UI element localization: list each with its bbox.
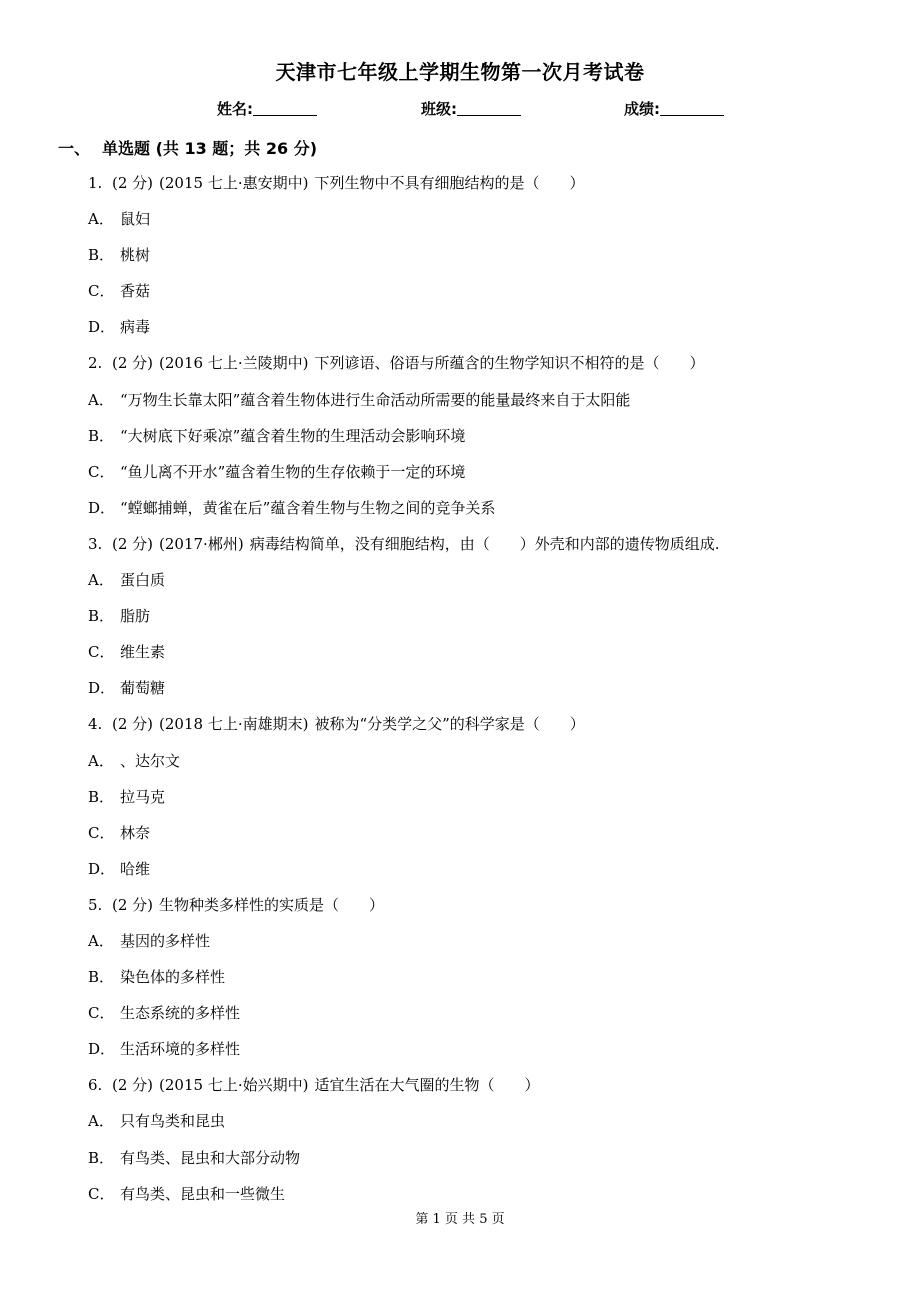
question-score: (2 分)	[112, 354, 154, 373]
question-source: (2015 七上·始兴期中)	[159, 1076, 309, 1095]
option-text: 鼠妇	[120, 210, 151, 229]
option-text: 只有鸟类和昆虫	[120, 1112, 226, 1131]
question-score: (2 分)	[112, 715, 154, 734]
question-number: 2.	[88, 354, 103, 373]
answer-option[interactable]	[88, 244, 888, 280]
question-text: 适宜生活在大气圈的生物（ ）	[314, 1076, 540, 1095]
name-field[interactable]	[217, 98, 317, 119]
option-letter: D．	[88, 1040, 116, 1059]
option-letter: C．	[88, 1004, 115, 1023]
option-text: “螳螂捕蝉，黄雀在后”蕴含着生物与生物之间的竞争关系	[120, 498, 496, 517]
question-number: 6.	[88, 1076, 103, 1095]
answer-option[interactable]	[88, 677, 888, 713]
question-number: 3.	[88, 534, 103, 553]
question-number: 5.	[88, 895, 103, 914]
answer-option[interactable]	[88, 605, 888, 641]
question-score: (2 分)	[112, 1076, 154, 1095]
option-text: 哈维	[120, 859, 151, 878]
option-letter: C．	[88, 823, 115, 842]
option-letter: B．	[88, 968, 115, 987]
question-score: (2 分)	[112, 174, 154, 192]
option-text: 葡萄糖	[120, 679, 166, 698]
option-letter: B．	[88, 607, 115, 626]
option-letter: A．	[88, 751, 114, 770]
option-text: 生活环境的多样性	[120, 1040, 241, 1059]
question-3	[88, 533, 888, 569]
question-source: (2017·郴州)	[159, 534, 244, 553]
answer-option[interactable]	[88, 1002, 888, 1038]
answer-option[interactable]	[88, 389, 888, 425]
class-field[interactable]	[421, 98, 521, 119]
page-title: 天津市七年级上学期生物第一次月考试卷	[275, 60, 645, 84]
option-letter: C．	[88, 462, 115, 481]
option-text: “鱼儿离不开水”蕴含着生物的生存依赖于一定的环境	[120, 462, 466, 481]
answer-option[interactable]	[88, 461, 888, 497]
answer-option[interactable]	[88, 1038, 888, 1074]
question-number: 4.	[88, 715, 103, 734]
option-letter: D．	[88, 859, 116, 878]
answer-option[interactable]	[88, 822, 888, 858]
option-text: 桃树	[120, 246, 151, 265]
page-footer: 第 1 页 共 5 页	[415, 1212, 505, 1227]
question-score: (2 分)	[112, 895, 154, 914]
class-label: 班级:	[421, 100, 457, 118]
answer-option[interactable]	[88, 316, 888, 352]
option-letter: C．	[88, 643, 115, 662]
option-letter: A．	[88, 1112, 114, 1131]
answer-option[interactable]	[88, 858, 888, 894]
option-letter: B．	[88, 426, 115, 445]
score-label: 成绩:	[624, 100, 660, 118]
option-letter: B．	[88, 246, 115, 265]
answer-option[interactable]	[88, 569, 888, 605]
option-text: 病毒	[120, 318, 151, 337]
question-text: 下列谚语、俗语与所蕴含的生物学知识不相符的是（ ）	[314, 354, 705, 373]
class-blank-line[interactable]	[457, 101, 521, 116]
section-number: 一、	[58, 139, 91, 158]
question-source: (2015 七上·惠安期中)	[159, 174, 309, 192]
question-1	[88, 172, 888, 208]
answer-option[interactable]	[88, 425, 888, 461]
option-letter: D．	[88, 679, 116, 698]
question-source: (2016 七上·兰陵期中)	[159, 354, 309, 373]
option-text: 染色体的多样性	[120, 968, 226, 987]
question-text: 病毒结构简单，没有细胞结构，由（ ）外壳和内部的遗传物质组成.	[249, 534, 720, 553]
option-text: 有鸟类、昆虫和大部分动物	[120, 1148, 301, 1167]
option-text: “万物生长靠太阳”蕴含着生物体进行生命活动所需要的能量最终来自于太阳能	[120, 390, 631, 409]
answer-option[interactable]	[88, 208, 888, 244]
question-score: (2 分)	[112, 534, 154, 553]
question-4	[88, 713, 888, 749]
answer-option[interactable]	[88, 280, 888, 316]
score-field[interactable]	[624, 98, 724, 119]
option-text: 维生素	[120, 643, 166, 662]
section-title: 单选题 (共 13 题；共 26 分)	[102, 139, 318, 158]
option-letter: A．	[88, 390, 114, 409]
score-blank-line[interactable]	[660, 101, 724, 116]
answer-option[interactable]	[88, 497, 888, 533]
option-text: “大树底下好乘凉”蕴含着生物的生理活动会影响环境	[120, 426, 466, 445]
option-text: 有鸟类、昆虫和一些微生	[120, 1184, 286, 1203]
option-text: 拉马克	[120, 787, 166, 806]
option-text: 基因的多样性	[120, 931, 211, 950]
option-letter: A．	[88, 571, 114, 590]
question-6	[88, 1074, 888, 1110]
option-text: 香菇	[120, 282, 151, 301]
question-list	[88, 172, 888, 1219]
answer-option[interactable]	[88, 1110, 888, 1146]
option-letter: A．	[88, 210, 114, 229]
answer-option[interactable]	[88, 786, 888, 822]
answer-option[interactable]	[88, 750, 888, 786]
option-text: 林奈	[120, 823, 151, 842]
option-letter: A．	[88, 931, 114, 950]
question-source: (2018 七上·南雄期末)	[159, 715, 309, 734]
option-text: 、达尔文	[120, 751, 181, 770]
option-text: 蛋白质	[120, 571, 166, 590]
section-heading	[58, 136, 317, 159]
option-letter: D．	[88, 318, 116, 337]
answer-option[interactable]	[88, 1147, 888, 1183]
name-label: 姓名:	[217, 100, 253, 118]
question-2	[88, 352, 888, 388]
option-letter: C．	[88, 282, 115, 301]
question-text: 被称为“分类学之父”的科学家是（ ）	[314, 715, 585, 734]
student-info-row	[0, 98, 920, 122]
option-text: 生态系统的多样性	[120, 1004, 241, 1023]
option-letter: C．	[88, 1184, 115, 1203]
option-letter: B．	[88, 787, 115, 806]
question-text: 下列生物中不具有细胞结构的是（ ）	[314, 174, 585, 192]
answer-option[interactable]	[88, 641, 888, 677]
name-blank-line[interactable]	[253, 101, 317, 116]
question-number: 1.	[88, 174, 103, 192]
option-letter: B．	[88, 1148, 115, 1167]
question-text: 生物种类多样性的实质是（ ）	[159, 895, 385, 914]
option-letter: D．	[88, 498, 116, 517]
answer-option[interactable]	[88, 930, 888, 966]
question-5	[88, 894, 888, 930]
option-text: 脂肪	[120, 607, 151, 626]
answer-option[interactable]	[88, 966, 888, 1002]
